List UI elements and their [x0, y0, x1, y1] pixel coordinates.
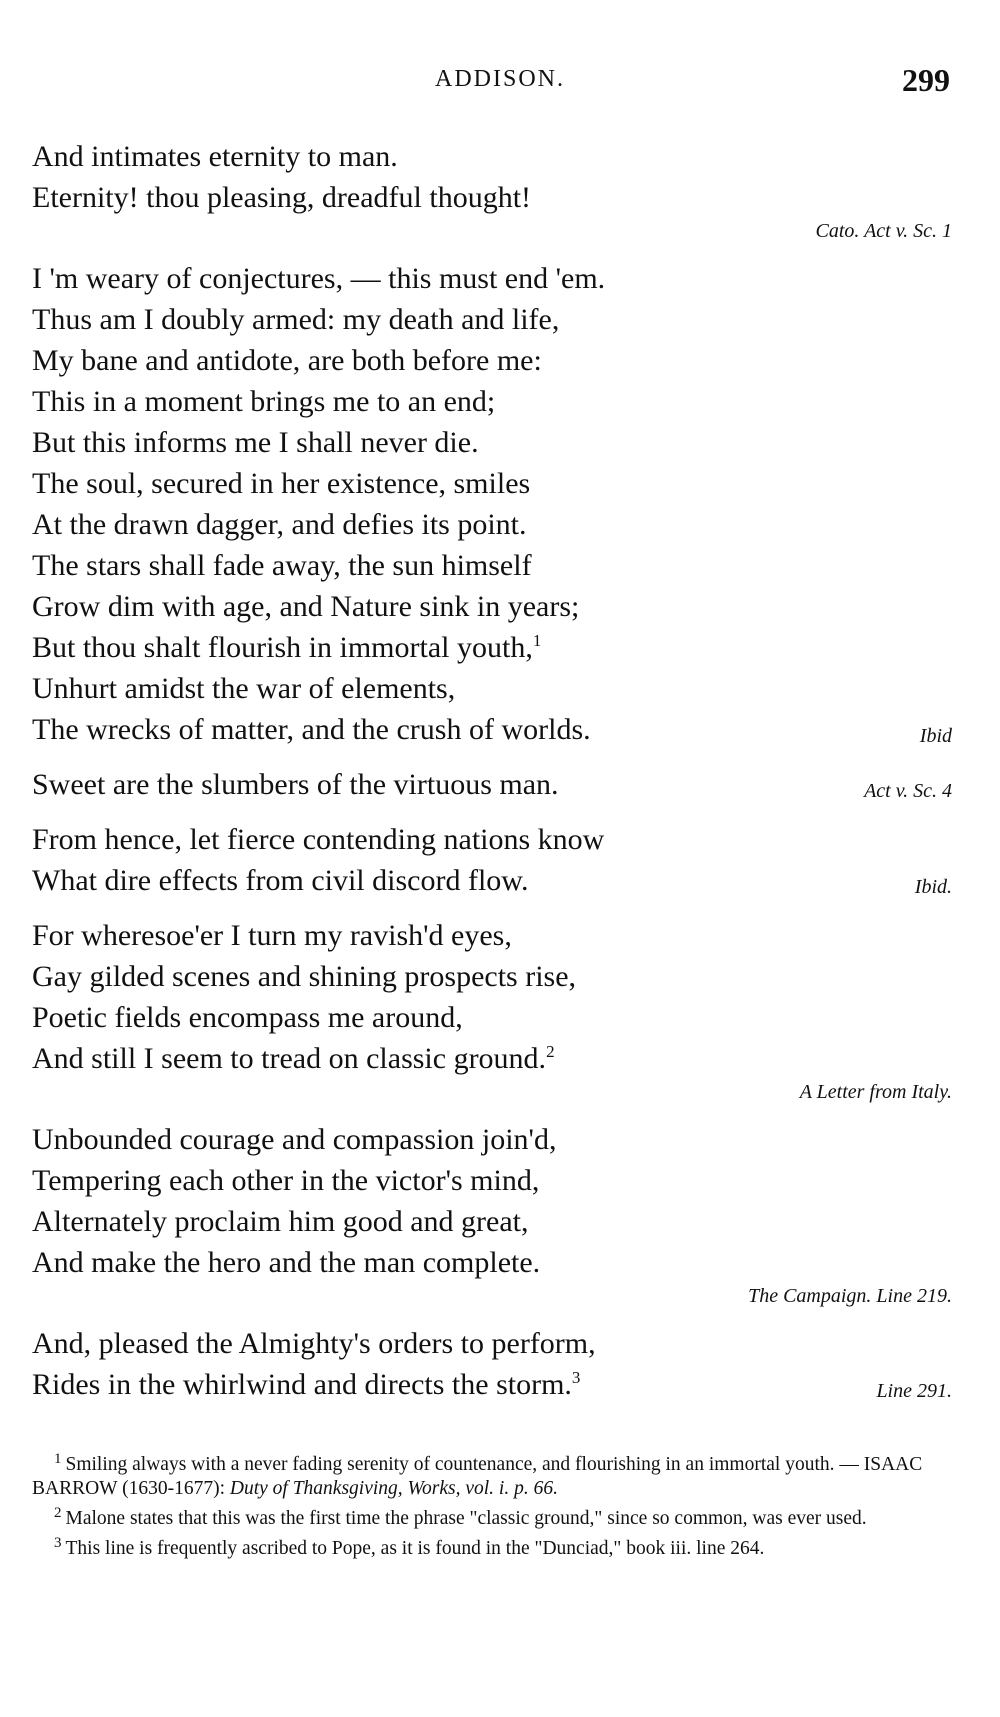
footnote-ref: 3	[571, 1368, 581, 1387]
page-number: 299	[902, 62, 950, 98]
footnote-number: 2	[54, 1504, 62, 1521]
verse-line: Gay gilded scenes and shining prospects rise,	[32, 960, 577, 993]
verse-line: And intimates eternity to man.	[32, 140, 398, 173]
quotations-body	[32, 136, 952, 1419]
citation: Line 291.	[876, 1380, 952, 1402]
verse-line: But this informs me I shall never die.	[32, 426, 479, 459]
verse-line: Sweet are the slumbers of the virtuous man.	[32, 768, 559, 801]
footnote	[32, 1534, 952, 1561]
footnotes	[32, 1450, 952, 1567]
citation: Ibid.	[914, 876, 952, 898]
page-header	[0, 62, 1000, 102]
quotation	[32, 915, 952, 1105]
footnote	[32, 1504, 952, 1531]
verse-line: The wrecks of matter, and the crush of worlds.	[32, 713, 591, 746]
citation: Act v. Sc. 4	[864, 780, 952, 802]
verse-line: The stars shall fade away, the sun himself	[32, 549, 532, 582]
quotation	[32, 258, 952, 750]
verse-line: And make the hero and the man complete.	[32, 1246, 541, 1279]
quotation	[32, 1119, 952, 1309]
verse-text: And still I seem to tread on classic ground.	[32, 1042, 547, 1075]
verse-line: Unhurt amidst the war of elements,	[32, 672, 456, 705]
footnote-text: Malone states that this was the first time the phrase "classic ground," since so common, was ever used.	[65, 1508, 867, 1529]
quotation	[32, 764, 952, 805]
verse-line: For wheresoe'er I turn my ravish'd eyes,	[32, 919, 512, 952]
quotation	[32, 136, 952, 244]
verse-line: Poetic fields encompass me around,	[32, 1001, 463, 1034]
verse-text: But thou shalt flourish in immortal youth,	[32, 631, 533, 664]
citation: Cato. Act v. Sc. 1	[815, 220, 952, 242]
verse-line: From hence, let fierce contending nations know	[32, 823, 605, 856]
verse-line: Grow dim with age, and Nature sink in years;	[32, 590, 580, 623]
footnote-text: This line is frequently ascribed to Pope, as it is found in the "Dunciad," book iii. line 264.	[65, 1538, 765, 1559]
verse-line: At the drawn dagger, and defies its point.	[32, 508, 527, 541]
verse-line	[32, 1364, 952, 1405]
verse-line: My bane and antidote, are both before me:	[32, 344, 542, 377]
verse-text: Rides in the whirlwind and directs the storm.	[32, 1368, 572, 1401]
footnote-ref: 2	[546, 1042, 555, 1061]
verse-line: Thus am I doubly armed: my death and life,	[32, 303, 560, 336]
footnote-number: 1	[54, 1450, 62, 1467]
verse-line: I 'm weary of conjectures, — this must end 'em.	[32, 262, 606, 295]
running-title: ADDISON.	[435, 66, 565, 92]
verse-line: And, pleased the Almighty's orders to perform,	[32, 1327, 596, 1360]
verse-line: Tempering each other in the victor's mind,	[32, 1164, 540, 1197]
citation: A Letter from Italy.	[799, 1081, 952, 1103]
verse-line: The soul, secured in her existence, smiles	[32, 467, 531, 500]
quotation	[32, 1323, 952, 1405]
verse-line	[32, 1038, 952, 1079]
footnote-text: Smiling always with a never fading serenity of countenance, and flourishing in an immortal youth. — ISAAC BARROW (1630-1677):	[32, 1454, 923, 1499]
footnote	[32, 1450, 952, 1501]
verse-line	[32, 627, 952, 668]
verse-line: Unbounded courage and compassion join'd,	[32, 1123, 557, 1156]
footnote-number: 3	[54, 1534, 62, 1551]
quotation	[32, 819, 952, 901]
verse-line: Eternity! thou pleasing, dreadful thought!	[32, 181, 532, 214]
citation: The Campaign. Line 219.	[748, 1285, 952, 1307]
verse-line: This in a moment brings me to an end;	[32, 385, 496, 418]
footnote-ref: 1	[532, 631, 542, 650]
citation: Ibid	[919, 725, 952, 747]
verse-line: Alternately proclaim him good and great,	[32, 1205, 529, 1238]
footnote-source: Duty of Thanksgiving, Works, vol. i. p. 66.	[229, 1478, 558, 1499]
verse-line: What dire effects from civil discord flow.	[32, 864, 529, 897]
